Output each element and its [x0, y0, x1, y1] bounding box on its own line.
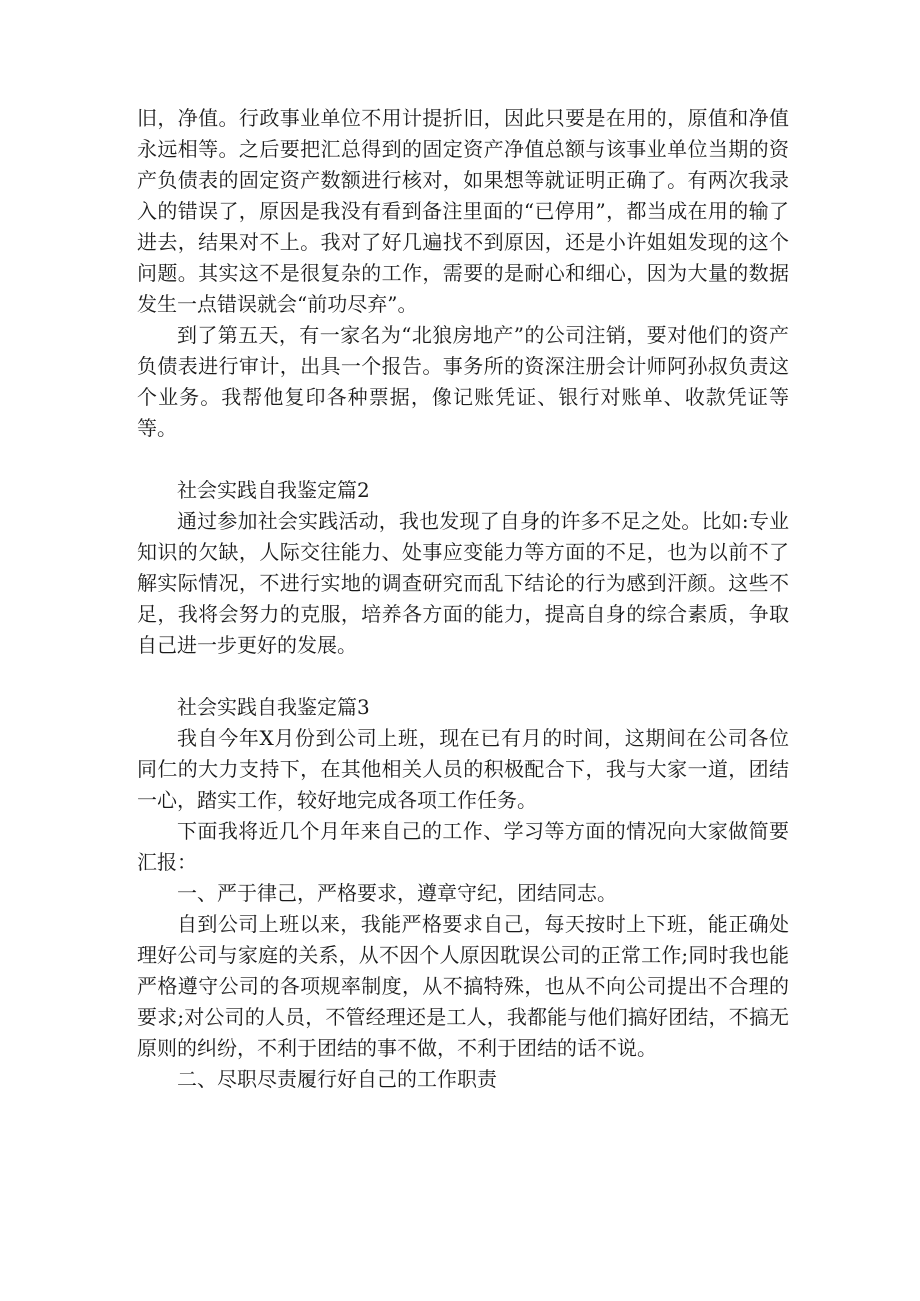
section-spacer [137, 661, 789, 692]
paragraph-day-five: 到了第五天，有一家名为“北狼房地产”的公司注销，要对他们的资产负债表进行审计，出具一个报告。事务所的资深注册会计师阿孙叔负责这个业务。我帮他复印各种票据，像记账凭证、银行对账单、收款凭证等等。 [137, 323, 789, 440]
section-heading-2: 社会实践自我鉴定篇2 [177, 478, 370, 502]
list-item-2-heading: 二、尽职尽责履行好自己的工作职责 [177, 1067, 497, 1091]
paragraph-discipline: 自到公司上班以来，我能严格要求自己，每天按时上下班，能正确处理好公司与家庭的关系，从不因个人原因耽误公司的正常工作;同时我也能严格遵守公司的各项规率制度，从不搞特殊，也从不向公司提出不合理的要求;对公司的人员，不管经理还是工人，我都能与他们搞好团结，不搞无原则的纠纷，不利于团结的事不做，不利于团结的话不说。 [137, 912, 789, 1060]
list-item-1-heading: 一、严于律己，严格要求，遵章守纪，团结同志。 [177, 881, 617, 905]
document-body [137, 103, 789, 1095]
paragraph-asset-check: 旧，净值。行政事业单位不用计提折旧，因此只要是在用的，原值和净值永远相等。之后要把汇总得到的固定资产净值总额与该事业单位当期的资产负债表的固定资产数额进行核对，如果想等就证明正确了。有两次我录入的错误了，原因是我没有看到备注里面的“已停用”，都当成在用的输了进去，结果对不上。我对了好几遍找不到原因，还是小许姐姐发现的这个问题。其实这不是很复杂的工作，需要的是耐心和细心，因为大量的数据发生一点错误就会“前功尽弃”。 [137, 106, 789, 316]
section-heading-3: 社会实践自我鉴定篇3 [177, 695, 370, 719]
section-spacer [137, 444, 789, 475]
paragraph-report-intro: 下面我将近几个月年来自己的工作、学习等方面的情况向大家做简要汇报： [137, 819, 789, 874]
paragraph-company-intro: 我自今年X月份到公司上班，现在已有月的时间，这期间在公司各位同仁的大力支持下，在其他相关人员的积极配合下，我与大家一道，团结一心，踏实工作，较好地完成各项工作任务。 [137, 726, 789, 812]
paragraph-shortcomings: 通过参加社会实践活动，我也发现了自身的许多不足之处。比如:专业知识的欠缺，人际交往能力、处事应变能力等方面的不足，也为以前不了解实际情况，不进行实地的调查研究而乱下结论的行为感到汗颜。这些不足，我将会努力的克服，培养各方面的能力，提高自身的综合素质，争取自己进一步更好的发展。 [137, 509, 789, 657]
